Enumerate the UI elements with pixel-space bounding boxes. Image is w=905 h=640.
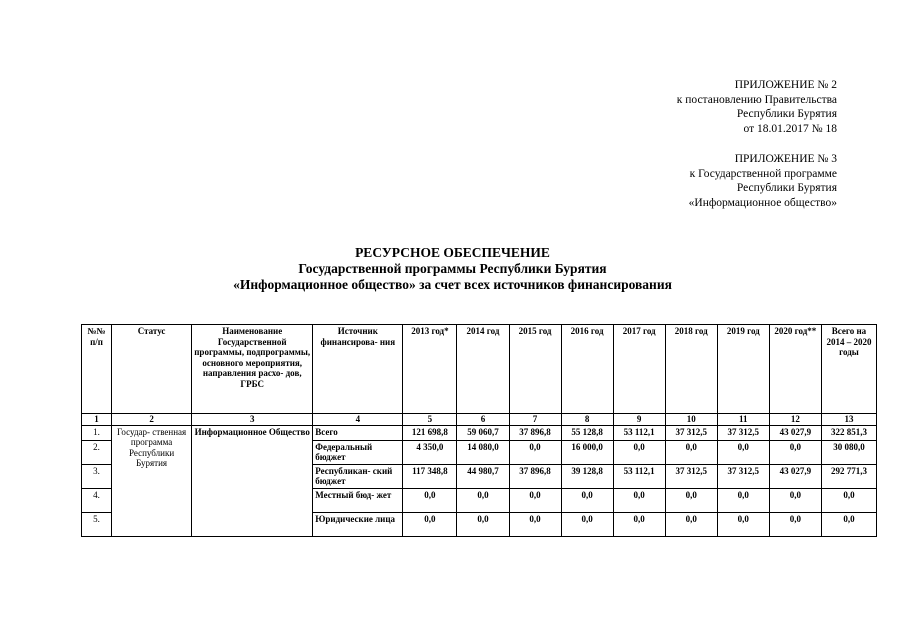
source-cell: Республикан- ский бюджет bbox=[313, 464, 403, 488]
row-number: 4. bbox=[82, 488, 112, 512]
column-header: 2019 год bbox=[717, 325, 769, 414]
value-cell: 43 027,9 bbox=[769, 425, 821, 440]
value-cell: 0,0 bbox=[821, 512, 876, 536]
value-cell: 55 128,8 bbox=[561, 425, 613, 440]
value-cell: 322 851,3 bbox=[821, 425, 876, 440]
column-header: 2020 год** bbox=[769, 325, 821, 414]
appendix-block-1 bbox=[677, 78, 837, 136]
appendix-line: к Государственной программе bbox=[689, 167, 837, 180]
source-cell: Местный бюд- жет bbox=[313, 488, 403, 512]
value-cell: 0,0 bbox=[665, 440, 717, 464]
value-cell: 30 080,0 bbox=[821, 440, 876, 464]
value-cell: 44 980,7 bbox=[457, 464, 509, 488]
column-header: 2018 год bbox=[665, 325, 717, 414]
source-cell: Федеральный бюджет bbox=[313, 440, 403, 464]
value-cell: 43 027,9 bbox=[769, 464, 821, 488]
column-number: 7 bbox=[509, 414, 561, 426]
value-cell: 0,0 bbox=[665, 488, 717, 512]
row-number: 3. bbox=[82, 464, 112, 488]
source-cell: Юридические лица bbox=[313, 512, 403, 536]
value-cell: 4 350,0 bbox=[403, 440, 457, 464]
value-cell: 292 771,3 bbox=[821, 464, 876, 488]
value-cell: 37 312,5 bbox=[717, 425, 769, 440]
column-header: 2015 год bbox=[509, 325, 561, 414]
column-header: Источник финансирова- ния bbox=[313, 325, 403, 414]
column-number: 1 bbox=[82, 414, 112, 426]
value-cell: 0,0 bbox=[613, 488, 665, 512]
row-number: 5. bbox=[82, 512, 112, 536]
column-header: 2016 год bbox=[561, 325, 613, 414]
value-cell: 39 128,8 bbox=[561, 464, 613, 488]
value-cell: 117 348,8 bbox=[403, 464, 457, 488]
appendix-line: ПРИЛОЖЕНИЕ № 3 bbox=[734, 153, 837, 165]
value-cell: 0,0 bbox=[613, 440, 665, 464]
value-cell: 0,0 bbox=[457, 512, 509, 536]
row-number: 1. bbox=[82, 425, 112, 440]
appendix-line: к постановлению Правительства bbox=[676, 93, 837, 106]
value-cell: 0,0 bbox=[509, 440, 561, 464]
column-header: Наименование Государственной программы, подпрограммы, основного мероприятия, направления расхо- дов, ГРБС bbox=[192, 325, 313, 414]
value-cell: 53 112,1 bbox=[613, 464, 665, 488]
column-number: 11 bbox=[717, 414, 769, 426]
column-number: 12 bbox=[769, 414, 821, 426]
value-cell: 59 060,7 bbox=[457, 425, 509, 440]
value-cell: 14 080,0 bbox=[457, 440, 509, 464]
value-cell: 0,0 bbox=[717, 512, 769, 536]
column-number: 9 bbox=[613, 414, 665, 426]
value-cell: 0,0 bbox=[717, 440, 769, 464]
table-header-row bbox=[82, 325, 877, 414]
value-cell: 0,0 bbox=[561, 488, 613, 512]
status-cell: Государ- ственная программа Республики Бурятия bbox=[112, 425, 192, 536]
column-header: 2017 год bbox=[613, 325, 665, 414]
row-number: 2. bbox=[82, 440, 112, 464]
column-header: 2014 год bbox=[457, 325, 509, 414]
value-cell: 16 000,0 bbox=[561, 440, 613, 464]
value-cell: 37 312,5 bbox=[665, 425, 717, 440]
value-cell: 0,0 bbox=[509, 512, 561, 536]
value-cell: 37 896,8 bbox=[509, 425, 561, 440]
title-line: «Информационное общество» за счет всех источников финансирования bbox=[233, 277, 672, 292]
column-number: 6 bbox=[457, 414, 509, 426]
appendix-block-2 bbox=[689, 152, 837, 210]
appendix-line: Республики Бурятия bbox=[736, 182, 837, 194]
column-number: 10 bbox=[665, 414, 717, 426]
title-line: Государственной программы Республики Бурятия bbox=[298, 261, 607, 276]
program-name-cell: Информационное Общество bbox=[192, 425, 313, 536]
value-cell: 0,0 bbox=[769, 440, 821, 464]
appendix-line: от 18.01.2017 № 18 bbox=[743, 122, 837, 135]
value-cell: 0,0 bbox=[613, 512, 665, 536]
column-number-row bbox=[82, 414, 877, 426]
column-header: Всего на 2014 – 2020 годы bbox=[821, 325, 876, 414]
document-title bbox=[0, 245, 905, 293]
value-cell: 0,0 bbox=[821, 488, 876, 512]
column-number: 4 bbox=[313, 414, 403, 426]
value-cell: 0,0 bbox=[561, 512, 613, 536]
column-header: Статус bbox=[112, 325, 192, 414]
column-header: №№ п/п bbox=[82, 325, 112, 414]
value-cell: 0,0 bbox=[769, 488, 821, 512]
value-cell: 0,0 bbox=[457, 488, 509, 512]
column-number: 2 bbox=[112, 414, 192, 426]
source-cell: Всего bbox=[313, 425, 403, 440]
resource-table bbox=[81, 324, 877, 537]
value-cell: 37 312,5 bbox=[717, 464, 769, 488]
table-row bbox=[82, 425, 877, 440]
value-cell: 0,0 bbox=[717, 488, 769, 512]
value-cell: 53 112,1 bbox=[613, 425, 665, 440]
value-cell: 0,0 bbox=[509, 488, 561, 512]
value-cell: 0,0 bbox=[403, 488, 457, 512]
column-number: 13 bbox=[821, 414, 876, 426]
appendix-line: ПРИЛОЖЕНИЕ № 2 bbox=[734, 79, 837, 91]
column-number: 8 bbox=[561, 414, 613, 426]
value-cell: 0,0 bbox=[403, 512, 457, 536]
value-cell: 121 698,8 bbox=[403, 425, 457, 440]
appendix-line: Республики Бурятия bbox=[736, 108, 837, 120]
title-line: РЕСУРСНОЕ ОБЕСПЕЧЕНИЕ bbox=[355, 245, 550, 260]
column-header: 2013 год* bbox=[403, 325, 457, 414]
value-cell: 0,0 bbox=[769, 512, 821, 536]
value-cell: 37 312,5 bbox=[665, 464, 717, 488]
column-number: 5 bbox=[403, 414, 457, 426]
value-cell: 37 896,8 bbox=[509, 464, 561, 488]
value-cell: 0,0 bbox=[665, 512, 717, 536]
column-number: 3 bbox=[192, 414, 313, 426]
appendix-line: «Информационное общество» bbox=[688, 196, 837, 209]
